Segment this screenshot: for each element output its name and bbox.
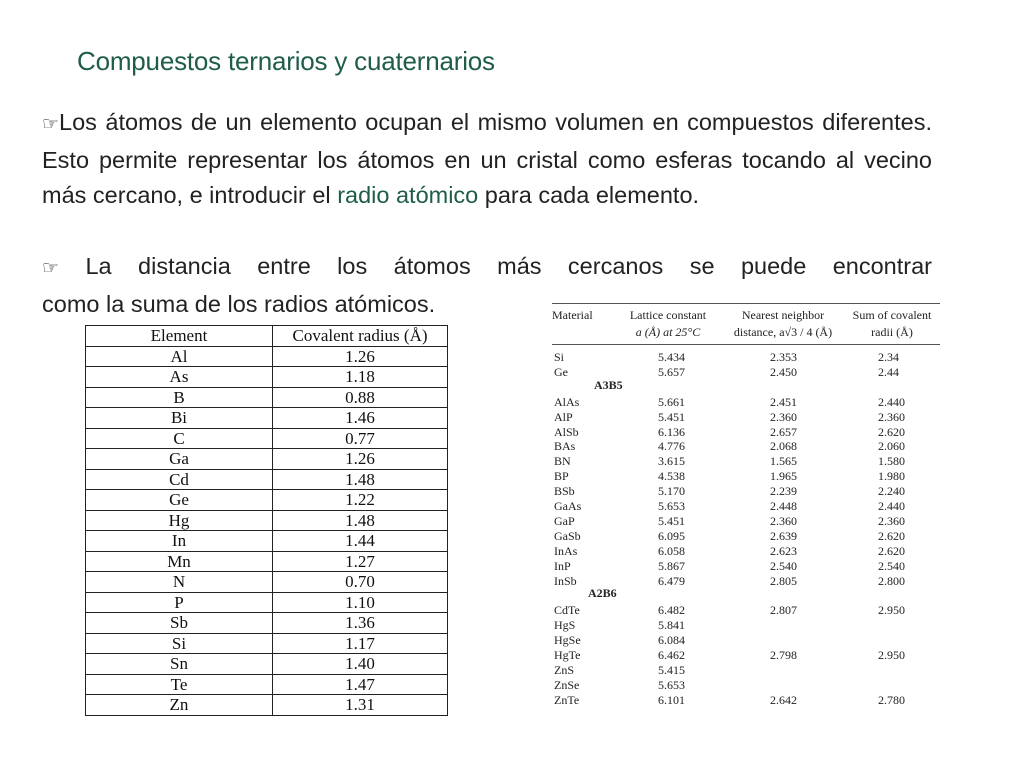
table-row bbox=[548, 484, 948, 499]
radii-cell: 2.540 bbox=[878, 558, 905, 573]
material-cell: ZnS bbox=[554, 662, 575, 677]
element-cell: As bbox=[86, 367, 273, 388]
table-row bbox=[548, 603, 948, 618]
radius-cell: 0.77 bbox=[273, 428, 448, 449]
element-cell: Ga bbox=[86, 449, 273, 470]
radii-cell: 2.44 bbox=[878, 364, 899, 379]
table-row bbox=[548, 410, 948, 425]
material-cell: HgSe bbox=[554, 633, 581, 648]
element-cell: Cd bbox=[86, 469, 273, 490]
table-header-rule bbox=[552, 344, 940, 345]
table-row bbox=[86, 592, 448, 613]
table-row bbox=[548, 544, 948, 559]
material-cell: AlAs bbox=[554, 394, 580, 409]
lattice-cell: 6.479 bbox=[658, 573, 685, 588]
paragraph-line-1-text: La distancia entre los átomos más cercanos se puede encontrar bbox=[59, 253, 932, 279]
table-row bbox=[86, 510, 448, 531]
lattice-cell: 5.653 bbox=[658, 499, 685, 513]
radii-cell: 1.580 bbox=[878, 454, 905, 469]
element-cell: B bbox=[86, 387, 273, 408]
radii-cell: 2.620 bbox=[878, 543, 905, 558]
neighbor-cell: 2.540 bbox=[770, 558, 797, 573]
lattice-cell: 4.776 bbox=[658, 439, 685, 454]
table-row bbox=[86, 572, 448, 593]
element-cell: Si bbox=[86, 633, 273, 654]
radii-cell: 2.620 bbox=[878, 424, 905, 439]
header-lattice-line2: a (Å) at 25°C bbox=[635, 325, 701, 339]
lattice-cell: 5.661 bbox=[658, 394, 685, 409]
header-neighbor-line1: Nearest neighbor bbox=[741, 308, 825, 322]
highlight-term: radio atómico bbox=[337, 182, 479, 208]
table-row bbox=[86, 490, 448, 511]
lattice-cell: 5.657 bbox=[658, 364, 685, 379]
header-covalent-radius: Covalent radius (Å) bbox=[273, 326, 448, 347]
element-cell: Al bbox=[86, 346, 273, 367]
table-row bbox=[86, 613, 448, 634]
element-cell: Bi bbox=[86, 408, 273, 429]
material-cell: AlSb bbox=[554, 424, 579, 439]
material-cell: BAs bbox=[554, 439, 576, 454]
element-cell: C bbox=[86, 428, 273, 449]
radii-cell: 2.060 bbox=[878, 439, 905, 454]
element-cell: P bbox=[86, 592, 273, 613]
table-row bbox=[548, 425, 948, 440]
material-cell: BP bbox=[554, 469, 569, 484]
table-row bbox=[548, 469, 948, 484]
element-cell: Te bbox=[86, 674, 273, 695]
lattice-cell: 5.415 bbox=[658, 662, 685, 677]
neighbor-cell: 2.451 bbox=[770, 394, 797, 409]
table-row bbox=[86, 633, 448, 654]
element-cell: In bbox=[86, 531, 273, 552]
radii-cell: 2.620 bbox=[878, 528, 905, 543]
header-radii bbox=[842, 307, 942, 341]
header-element: Element bbox=[86, 326, 273, 347]
table-row bbox=[548, 350, 948, 365]
header-material: Material bbox=[552, 308, 593, 322]
material-cell: HgS bbox=[554, 618, 576, 633]
radius-cell: 1.48 bbox=[273, 510, 448, 531]
lattice-cell: 6.095 bbox=[658, 528, 685, 543]
radius-cell: 1.17 bbox=[273, 633, 448, 654]
neighbor-cell: 2.360 bbox=[770, 409, 797, 424]
table-row bbox=[86, 695, 448, 716]
table-row bbox=[548, 648, 948, 663]
table-row bbox=[86, 346, 448, 367]
lattice-cell: 6.058 bbox=[658, 543, 685, 558]
table-row bbox=[86, 551, 448, 572]
table-row bbox=[548, 663, 948, 678]
table-row bbox=[548, 395, 948, 410]
slide-title: Compuestos ternarios y cuaternarios bbox=[77, 46, 495, 76]
radii-cell: 2.950 bbox=[878, 603, 905, 618]
radii-cell: 2.800 bbox=[878, 573, 905, 588]
table-row bbox=[86, 674, 448, 695]
material-cell: InP bbox=[554, 558, 571, 573]
radii-cell: 2.950 bbox=[878, 648, 905, 662]
material-cell: Si bbox=[554, 350, 565, 364]
table-row bbox=[86, 367, 448, 388]
radii-cell: 1.980 bbox=[878, 469, 905, 484]
table-row bbox=[548, 499, 948, 514]
material-cell: HgTe bbox=[554, 648, 581, 662]
table-row bbox=[548, 559, 948, 574]
radius-cell: 1.31 bbox=[273, 695, 448, 716]
lattice-cell: 5.653 bbox=[658, 677, 685, 692]
element-cell: Ge bbox=[86, 490, 273, 511]
section-label: A2B6 bbox=[588, 586, 617, 601]
table-row bbox=[548, 633, 948, 648]
radius-cell: 1.40 bbox=[273, 654, 448, 675]
lattice-cell: 6.482 bbox=[658, 603, 685, 618]
neighbor-cell: 2.239 bbox=[770, 484, 797, 499]
radius-cell: 1.48 bbox=[273, 469, 448, 490]
table-row bbox=[548, 439, 948, 454]
table-row bbox=[548, 693, 948, 708]
radius-cell: 1.26 bbox=[273, 449, 448, 470]
radii-cell: 2.360 bbox=[878, 409, 905, 424]
paragraph-tail: para cada elemento. bbox=[478, 182, 700, 208]
table-row bbox=[548, 514, 948, 529]
lattice-cell: 6.462 bbox=[658, 648, 685, 662]
table-row bbox=[86, 469, 448, 490]
material-cell: AlP bbox=[554, 409, 573, 424]
element-cell: Zn bbox=[86, 695, 273, 716]
table-row bbox=[86, 408, 448, 429]
radius-cell: 1.18 bbox=[273, 367, 448, 388]
lattice-cell: 3.615 bbox=[658, 454, 685, 469]
neighbor-cell: 2.068 bbox=[770, 439, 797, 454]
radius-cell: 0.88 bbox=[273, 387, 448, 408]
radius-cell: 1.36 bbox=[273, 613, 448, 634]
table-header-row bbox=[86, 326, 448, 347]
table-row bbox=[548, 678, 948, 693]
neighbor-cell: 2.642 bbox=[770, 692, 797, 707]
lattice-cell: 5.841 bbox=[658, 618, 685, 633]
header-lattice bbox=[612, 307, 724, 341]
lattice-constant-table bbox=[548, 298, 948, 716]
table-row bbox=[86, 654, 448, 675]
neighbor-cell: 2.657 bbox=[770, 424, 797, 439]
neighbor-cell: 2.353 bbox=[770, 350, 797, 364]
radius-cell: 1.10 bbox=[273, 592, 448, 613]
header-radii-line1: Sum of covalent bbox=[852, 308, 932, 322]
table-row bbox=[86, 449, 448, 470]
material-cell: ZnSe bbox=[554, 677, 580, 692]
radius-cell: 1.46 bbox=[273, 408, 448, 429]
paragraph-text: Los átomos de un elemento ocupan el mismo volumen en compuestos diferentes. Esto permite representar los átomos en un cristal como esferas tocando al vecino más cercano, e introducir el bbox=[42, 109, 932, 208]
header-neighbor bbox=[724, 307, 842, 341]
lattice-cell: 5.451 bbox=[658, 409, 685, 424]
radius-cell: 0.70 bbox=[273, 572, 448, 593]
pointing-hand-icon: ☞ bbox=[42, 257, 60, 279]
element-cell: Mn bbox=[86, 551, 273, 572]
table-row bbox=[548, 454, 948, 469]
radius-cell: 1.44 bbox=[273, 531, 448, 552]
lattice-cell: 5.170 bbox=[658, 484, 685, 499]
radii-cell: 2.440 bbox=[878, 499, 905, 513]
neighbor-cell: 2.448 bbox=[770, 499, 797, 513]
header-lattice-line1: Lattice constant bbox=[629, 308, 707, 322]
table-row bbox=[548, 529, 948, 544]
lattice-cell: 5.451 bbox=[658, 513, 685, 528]
paragraph-line-1 bbox=[42, 249, 932, 287]
radii-cell: 2.240 bbox=[878, 484, 905, 499]
lattice-cell: 5.867 bbox=[658, 558, 685, 573]
lattice-cell: 6.101 bbox=[658, 692, 685, 707]
material-cell: GaAs bbox=[554, 499, 582, 513]
radius-cell: 1.26 bbox=[273, 346, 448, 367]
material-cell: ZnTe bbox=[554, 692, 580, 707]
material-cell: BN bbox=[554, 454, 571, 469]
element-cell: Hg bbox=[86, 510, 273, 531]
table-row bbox=[86, 387, 448, 408]
lattice-cell: 4.538 bbox=[658, 469, 685, 484]
neighbor-cell: 2.639 bbox=[770, 528, 797, 543]
paragraph-atomic-volume bbox=[42, 105, 932, 214]
element-cell: Sn bbox=[86, 654, 273, 675]
table-row bbox=[86, 531, 448, 552]
material-cell: GaSb bbox=[554, 528, 581, 543]
table-row bbox=[548, 618, 948, 633]
material-cell: Ge bbox=[554, 364, 568, 379]
neighbor-cell: 2.805 bbox=[770, 573, 797, 588]
lattice-cell: 6.136 bbox=[658, 424, 685, 439]
element-cell: Sb bbox=[86, 613, 273, 634]
neighbor-cell: 2.807 bbox=[770, 603, 797, 618]
lattice-cell: 6.084 bbox=[658, 633, 685, 648]
radii-cell: 2.34 bbox=[878, 350, 899, 364]
paragraph-line-2: como la suma de los radios atómicos. bbox=[42, 290, 436, 317]
material-cell: GaP bbox=[554, 513, 575, 528]
neighbor-cell: 2.450 bbox=[770, 364, 797, 379]
radii-cell: 2.440 bbox=[878, 394, 905, 409]
element-cell: N bbox=[86, 572, 273, 593]
table-row bbox=[86, 428, 448, 449]
material-cell: BSb bbox=[554, 484, 575, 499]
radius-cell: 1.47 bbox=[273, 674, 448, 695]
radius-cell: 1.27 bbox=[273, 551, 448, 572]
radii-cell: 2.780 bbox=[878, 692, 905, 707]
radius-table-body bbox=[86, 346, 448, 715]
lattice-cell: 5.434 bbox=[658, 350, 685, 364]
radii-cell: 2.360 bbox=[878, 513, 905, 528]
material-cell: InSb bbox=[554, 573, 577, 588]
neighbor-cell: 2.623 bbox=[770, 543, 797, 558]
neighbor-cell: 1.965 bbox=[770, 469, 797, 484]
material-cell: InAs bbox=[554, 543, 578, 558]
covalent-radius-table bbox=[85, 325, 448, 716]
header-neighbor-line2: distance, a√3 / 4 (Å) bbox=[733, 325, 833, 339]
table-top-rule bbox=[552, 303, 940, 304]
pointing-hand-icon: ☞ bbox=[42, 113, 60, 135]
section-label: A3B5 bbox=[594, 377, 623, 392]
radius-cell: 1.22 bbox=[273, 490, 448, 511]
material-cell: CdTe bbox=[554, 603, 580, 618]
neighbor-cell: 2.798 bbox=[770, 648, 797, 662]
neighbor-cell: 1.565 bbox=[770, 454, 797, 469]
header-radii-line2: radii (Å) bbox=[871, 325, 913, 339]
neighbor-cell: 2.360 bbox=[770, 513, 797, 528]
